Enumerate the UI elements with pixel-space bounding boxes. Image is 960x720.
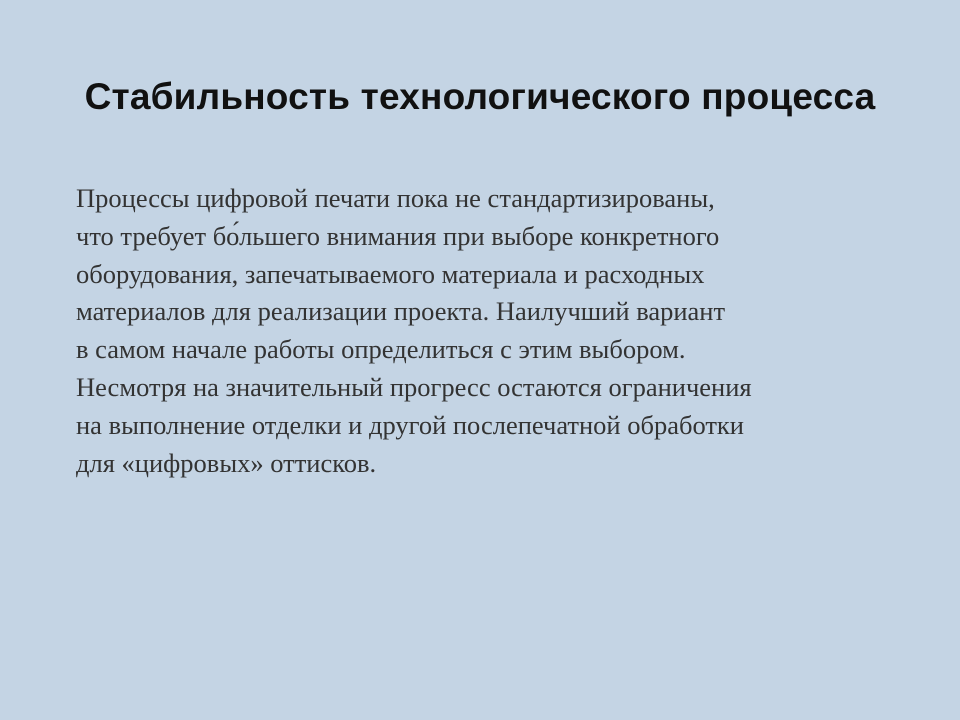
body-line: материалов для реализации проекта. Наилучший вариант [76,296,726,327]
body-line: Несмотря на значительный прогресс остаются ограничения [76,371,752,402]
slide-body [76,180,916,482]
body-line: Процессы цифровой печати пока не стандартизированы, [76,183,715,213]
body-line: что требует бо́льшего внимания при выборе конкретного [76,220,720,251]
body-line: для «цифровых» оттисков. [76,447,377,478]
body-line: оборудования, запечатываемого материала и расходных [76,258,705,289]
body-line: на выполнение отделки и другой послепечатной обработки [76,409,744,440]
body-line: в самом начале работы определиться с этим выбором. [76,334,686,365]
slide-title: Стабильность технологического процесса [84,76,876,117]
